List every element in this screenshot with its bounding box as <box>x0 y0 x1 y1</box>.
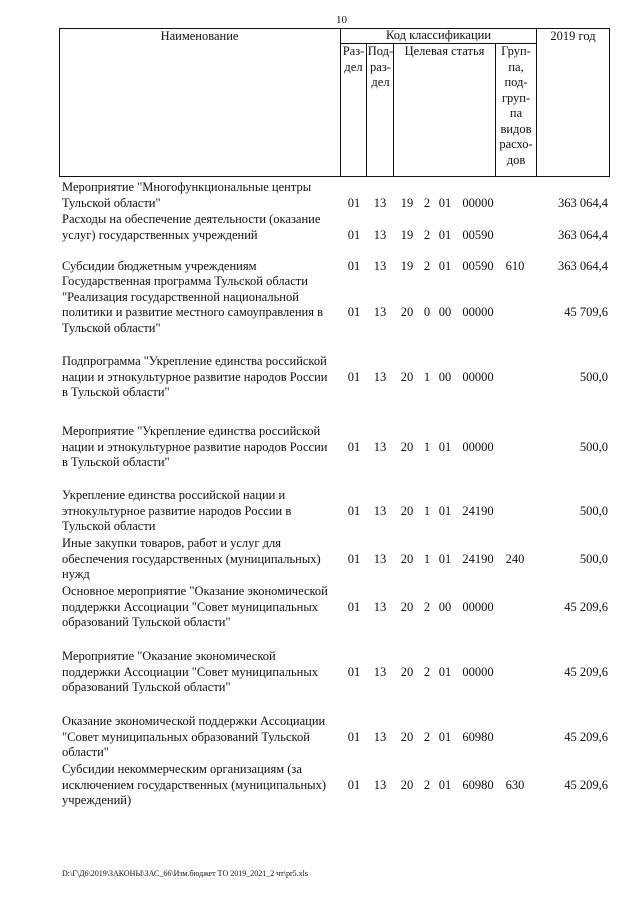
header-podrazdel: Под- раз- дел <box>367 44 394 89</box>
header-code: Код классификации <box>385 28 492 42</box>
code-p: 13 <box>373 259 387 273</box>
code-r: 01 <box>347 439 361 454</box>
code-c: 01 <box>438 259 452 273</box>
code-b: 2 <box>423 599 431 614</box>
code-b: 2 <box>423 729 431 744</box>
code-a: 20 <box>400 777 414 792</box>
code-c: 00 <box>438 305 452 319</box>
row-name: Оказание экономической поддержки Ассоциации "Совет муниципальных образований Тульской области" <box>62 714 326 759</box>
row-name: Мероприятие "Укрепление единства российской нации и этнокультурное развитие народов России в Тульской области" <box>62 424 328 469</box>
row-amount: 45 709,6 <box>564 305 608 319</box>
code-c: 00 <box>438 369 452 384</box>
code-c: 01 <box>438 227 452 242</box>
code-d: 60980 <box>462 777 494 792</box>
code-p: 13 <box>373 664 387 679</box>
code-r: 01 <box>347 369 361 384</box>
code-c: 01 <box>438 664 452 679</box>
code-r: 01 <box>347 664 361 679</box>
row-name: Расходы на обеспечение деятельности (оказание услуг) государственных учреждений <box>62 212 321 242</box>
row-amount: 500,0 <box>579 551 608 566</box>
code-p: 13 <box>373 439 387 454</box>
row-amount: 500,0 <box>579 503 608 518</box>
code-d: 24190 <box>462 551 494 566</box>
code-a: 20 <box>400 305 414 319</box>
row-amount: 45 209,6 <box>564 729 608 744</box>
code-r: 01 <box>347 195 361 210</box>
code-p: 13 <box>373 777 387 792</box>
row-amount: 363 064,4 <box>558 227 608 242</box>
code-c: 01 <box>438 503 452 518</box>
code-a: 19 <box>400 259 414 273</box>
code-a: 20 <box>400 599 414 614</box>
code-c: 01 <box>438 729 452 744</box>
code-b: 1 <box>423 369 431 384</box>
code-d: 00000 <box>462 305 494 319</box>
code-b: 2 <box>423 195 431 210</box>
code-p: 13 <box>373 503 387 518</box>
code-p: 13 <box>373 369 387 384</box>
row-name: Укрепление единства российской нации и этнокультурное развитие народов России в Тульской области <box>62 488 292 533</box>
code-r: 01 <box>347 227 361 242</box>
code-r: 01 <box>347 599 361 614</box>
code-b: 0 <box>423 305 431 319</box>
code-r: 01 <box>347 259 361 273</box>
code-b: 2 <box>423 227 431 242</box>
code-b: 2 <box>423 777 431 792</box>
code-a: 20 <box>400 369 414 384</box>
code-p: 13 <box>373 227 387 242</box>
code-r: 01 <box>347 777 361 792</box>
code-a: 20 <box>400 664 414 679</box>
code-b: 1 <box>423 551 431 566</box>
row-name: Субсидии бюджетным учреждениям <box>62 259 257 273</box>
code-a: 20 <box>400 503 414 518</box>
row-name: Мероприятие "Оказание экономической поддержки Ассоциации "Совет муниципальных образований Тульской области" <box>62 649 318 694</box>
header-name: Наименование <box>160 29 239 43</box>
row-name: Подпрограмма "Укрепление единства российской нации и этнокультурное развитие народов России в Тульской области" <box>62 354 328 399</box>
code-a: 20 <box>400 439 414 454</box>
code-d: 00000 <box>462 664 494 679</box>
code-g: 240 <box>505 551 525 566</box>
code-c: 01 <box>438 195 452 210</box>
code-a: 19 <box>400 195 414 210</box>
code-d: 24190 <box>462 503 494 518</box>
table-header <box>59 28 610 177</box>
row-amount: 363 064,4 <box>558 195 608 210</box>
code-a: 19 <box>400 227 414 242</box>
header-target: Целевая статья <box>404 44 485 58</box>
code-d: 00590 <box>462 227 494 242</box>
row-amount: 500,0 <box>579 369 608 384</box>
code-c: 00 <box>438 599 452 614</box>
row-amount: 45 209,6 <box>564 599 608 614</box>
row-name: Субсидии некоммерческим организациям (за исключением государственных (муниципальных) учреждений) <box>62 762 326 807</box>
code-a: 20 <box>400 729 414 744</box>
file-path: D:\Г\Д6\2019\ЗАКОНЫ\ЗАС_66\Изм.бюджет ТО 2019_2021_2 чт\pr5.xls <box>62 869 308 878</box>
row-amount: 500,0 <box>579 439 608 454</box>
header-group: Груп- па, под- груп- па видов расхо- дов <box>499 44 533 167</box>
code-c: 01 <box>438 439 452 454</box>
code-d: 00000 <box>462 599 494 614</box>
code-b: 1 <box>423 439 431 454</box>
row-name: Государственная программа Тульской области "Реализация государственной национальной политики и развитие местного самоуправления в Тульской области" <box>62 274 323 335</box>
code-b: 2 <box>423 259 431 273</box>
code-d: 00000 <box>462 369 494 384</box>
header-year: 2019 год <box>550 29 596 43</box>
header-razdel: Раз- дел <box>342 44 365 74</box>
code-g: 630 <box>505 777 525 792</box>
code-g: 610 <box>505 259 525 273</box>
code-p: 13 <box>373 599 387 614</box>
row-amount: 45 209,6 <box>564 777 608 792</box>
code-b: 1 <box>423 503 431 518</box>
code-p: 13 <box>373 551 387 566</box>
code-r: 01 <box>347 305 361 319</box>
code-p: 13 <box>373 195 387 210</box>
row-name: Основное мероприятие "Оказание экономической поддержки Ассоциации "Совет муниципальных образований Тульской области" <box>62 584 328 629</box>
code-c: 01 <box>438 777 452 792</box>
row-amount: 45 209,6 <box>564 664 608 679</box>
code-d: 00000 <box>462 439 494 454</box>
code-b: 2 <box>423 664 431 679</box>
code-r: 01 <box>347 551 361 566</box>
code-c: 01 <box>438 551 452 566</box>
page-number: 10 <box>336 14 347 26</box>
code-p: 13 <box>373 729 387 744</box>
code-a: 20 <box>400 551 414 566</box>
code-p: 13 <box>373 305 387 319</box>
code-r: 01 <box>347 729 361 744</box>
code-r: 01 <box>347 503 361 518</box>
code-d: 00000 <box>462 195 494 210</box>
row-name: Мероприятие "Многофункциональные центры Тульской области" <box>62 180 312 210</box>
row-amount: 363 064,4 <box>558 259 608 273</box>
row-name: Иные закупки товаров, работ и услуг для обеспечения государственных (муниципальных) нужд <box>62 536 321 581</box>
code-d: 60980 <box>462 729 494 744</box>
code-d: 00590 <box>462 259 494 273</box>
